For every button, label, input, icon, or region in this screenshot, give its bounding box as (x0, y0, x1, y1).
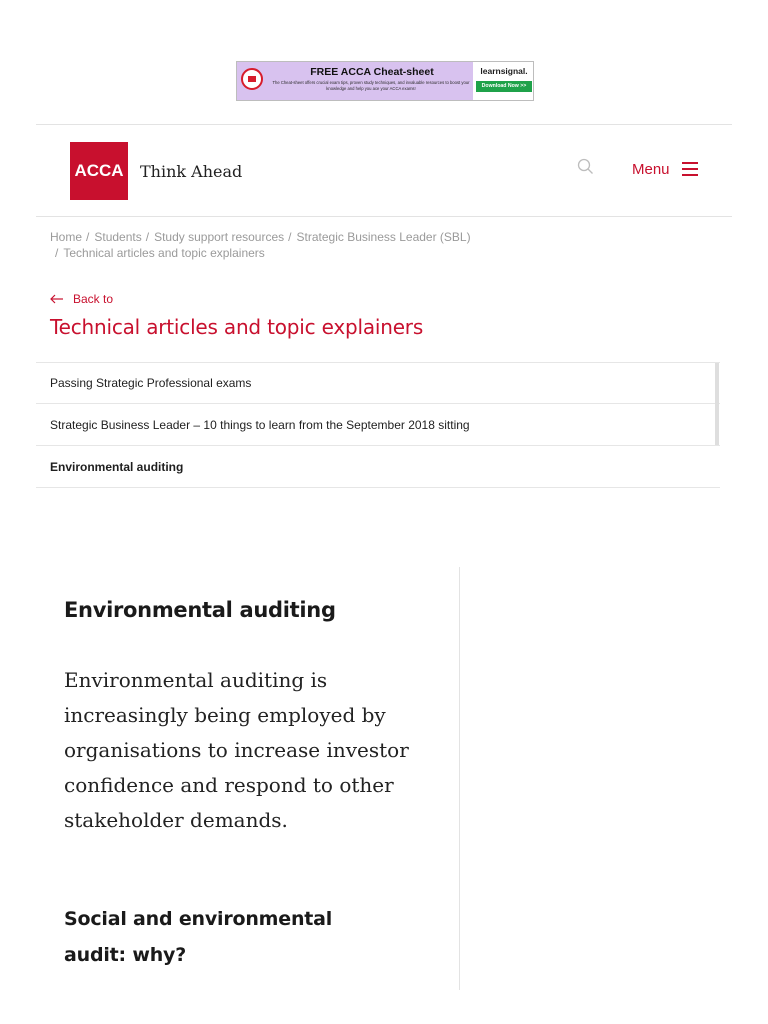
ad-download-button[interactable]: Download Now >> (476, 81, 532, 92)
ad-title: FREE ACCA Cheat-sheet (310, 66, 434, 78)
acca-badge-icon (241, 68, 263, 90)
back-label: Back to (73, 292, 114, 306)
breadcrumb-sbl[interactable]: Strategic Business Leader (SBL) (296, 230, 471, 244)
header-top-divider (36, 124, 732, 125)
article-list (36, 362, 720, 488)
breadcrumb-separator: / (55, 246, 59, 260)
menu-label: Menu (632, 160, 670, 178)
acca-logo[interactable]: ACCA (70, 142, 128, 200)
ad-subtitle: The Cheat-sheet offers crucial exam tips, proven study techniques, and invaluable resources to boost your knowledge and help you ace your ACCA exams! (272, 80, 470, 91)
search-icon[interactable] (576, 157, 596, 177)
arrow-left-icon (50, 294, 64, 304)
breadcrumb-home[interactable]: Home (50, 230, 83, 244)
list-item[interactable]: Passing Strategic Professional exams (36, 362, 720, 404)
ad-brand: learnsignal. (480, 66, 528, 76)
section-title: Technical articles and topic explainers (50, 315, 424, 339)
article-intro: Environmental auditing is increasingly being employed by organisations to increase investor confidence and respond to other stakeholder demands. (64, 668, 409, 832)
ad-banner[interactable] (236, 61, 534, 101)
breadcrumb-separator: / (86, 230, 90, 244)
breadcrumb (50, 229, 570, 261)
list-scrollbar[interactable] (715, 363, 719, 445)
header-bottom-divider (36, 216, 732, 217)
menu-button[interactable] (632, 158, 698, 180)
breadcrumb-separator: / (145, 230, 150, 244)
list-item-active[interactable]: Environmental auditing (36, 446, 720, 488)
list-item[interactable]: Strategic Business Leader – 10 things to learn from the September 2018 sitting (36, 404, 720, 446)
breadcrumb-students[interactable]: Students (94, 230, 142, 244)
article-subheading: Social and environmental audit: why? (64, 908, 333, 966)
breadcrumb-technical-articles[interactable]: Technical articles and topic explainers (63, 246, 265, 260)
breadcrumb-separator: / (288, 230, 292, 244)
column-divider (459, 567, 460, 990)
breadcrumb-study-support[interactable]: Study support resources (154, 230, 285, 244)
hamburger-icon (682, 162, 698, 176)
logo-tagline: Think Ahead (140, 162, 243, 181)
article-title: Environmental auditing (64, 598, 336, 622)
back-link[interactable] (50, 292, 113, 306)
